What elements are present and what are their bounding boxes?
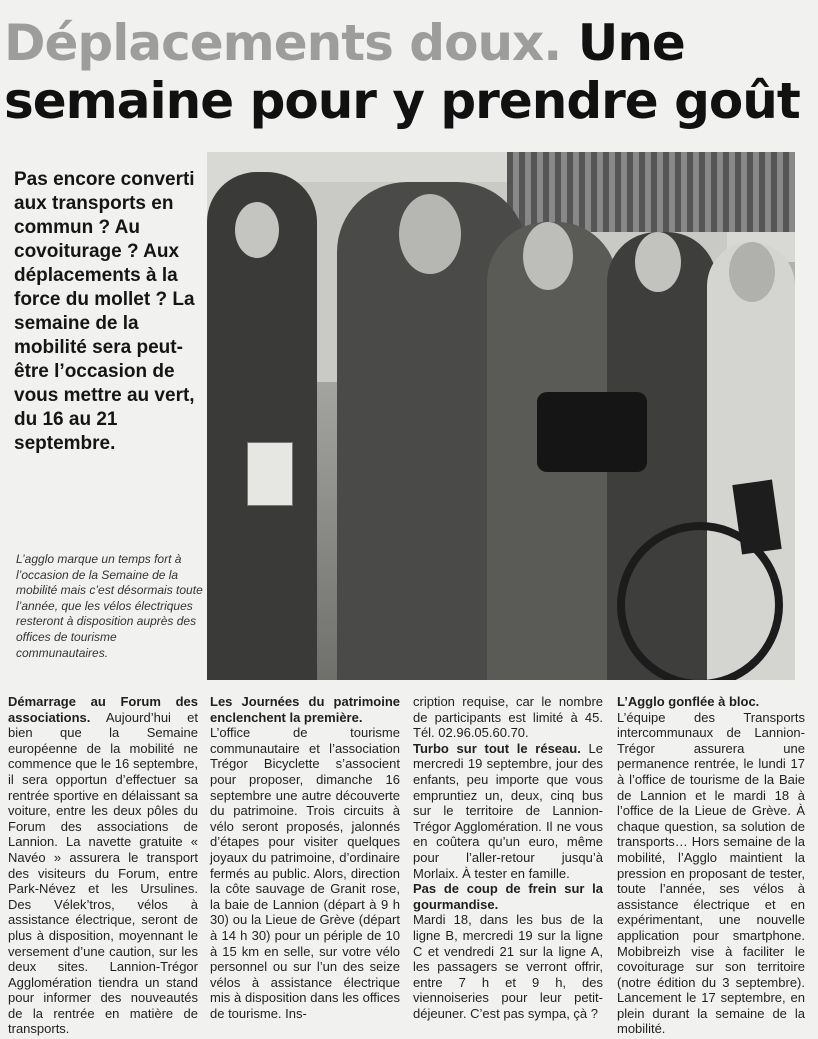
headline-grey: Déplacements doux. bbox=[4, 14, 562, 72]
col1-heading: Démarrage au Forum des associations. bbox=[8, 694, 198, 725]
column-1 bbox=[8, 694, 198, 1037]
col2-body: L’office de tourisme communautaire et l’association Trégor Bicyclette s’associent pour proposer, dimanche 16 septembre une autre découverte du patrimoine. Trois circuits à vélo seront proposés, jalonnés d’étapes pour visiter quelques joyaux du patrimoine, d’ordinaire fermés au public. Alors, direction la côte sauvage de Granit rose, la baie de Lannion (départ à 9 h 30) ou la Lieue de Grève (départ à 14 h 30) pour un périple de 10 à 15 km en selle, sur votre vélo personnel ou sur l’un des seize vélos à assistance électrique mis à disposition dans les offices de tourisme. Ins- bbox=[210, 725, 400, 1021]
col3-heading-2: Pas de coup de frein sur la gourmandise. bbox=[413, 881, 603, 912]
column-3 bbox=[413, 694, 603, 1021]
col2-heading: Les Journées du patrimoine enclenchent la première. bbox=[210, 694, 400, 725]
photo-caption: L’agglo marque un temps fort à l’occasion de la Semaine de la mobilité mais c’est désormais toute l’année, que les vélos électriques resteront à disposition auprès des offices de tourisme communautaires. bbox=[16, 552, 203, 660]
col3-body-1: Le mercredi 19 septembre, jour des enfants, peu importe que vous empruntiez un, deux, cinq bus sur le territoire de Lannion-Trégor Agglomération. Il ne vous en coûtera qu’un euro, même pour l’aller-retour jusqu’à Morlaix. À tester en famille. bbox=[413, 740, 603, 881]
col4-body: L’équipe des Transports intercommunaux de Lannion-Trégor assurera une permanence rentrée, le lundi 17 à l’office de tourisme de la Baie de Lannion et le mardi 18 à l’office de la Lieue de Grève. À chaque question, sa solution de transports… Hors semaine de la mobilité, l’Agglo maintient la pression en proposant de tester, toute l’année, ses vélos à assistance électrique et en expérimentant, une nouvelle application pour smartphone. Mobibreizh vise à faciliter le covoiturage sur son territoire (notre édition du 3 septembre). Lancement le 17 septembre, en plein durant la semaine de la mobilité. bbox=[617, 709, 805, 1037]
col1-body: Aujourd’hui et bien que la Semaine européenne de la mobilité ne commence que le 16 septembre, il sera opportun d’effectuer sa rentrée sportive en délaissant sa voiture, entre les deux pôles du Forum des associations de Lannion. La navette gratuite « Navéo » assurera le transport des visiteurs du Forum, entre Park-Névez et les Ursulines. Des Vélek’tros, vélos à assistance électrique, seront de plus à disposition, moyennant le versement d’une caution, sur les deux sites. Lannion-Trégor Agglomération tiendra un stand pour informer des nouveautés de la rentrée en matière de transports. bbox=[8, 709, 198, 1037]
col3-intro: cription requise, car le nombre de participants est limité à 45. Tél. 02.96.05.60.70. bbox=[413, 694, 603, 741]
headline bbox=[4, 14, 816, 130]
article-photo bbox=[207, 152, 795, 680]
headline-black: Une semaine pour y prendre goût bbox=[4, 14, 800, 130]
col4-heading: L’Agglo gonflée à bloc. bbox=[617, 694, 760, 709]
col3-heading-1: Turbo sur tout le réseau. bbox=[413, 740, 581, 756]
column-4 bbox=[617, 694, 805, 1037]
col3-body-2: Mardi 18, dans les bus de la ligne B, mercredi 19 sur la ligne C et vendredi 21 sur la ligne A, les passagers se verront offrir, entre 7 h et 9 h, des viennoiseries pour leur petit-déjeuner. C’est pas sympa, çà ? bbox=[413, 912, 603, 1021]
lead-paragraph: Pas encore converti aux transports en commun ? Au covoiturage ? Aux déplacements à la force du mollet ? La semaine de la mobilité sera peut-être l’occasion de vous mettre au vert, du 16 au 21 septembre. bbox=[14, 169, 195, 454]
column-2 bbox=[210, 694, 400, 1021]
